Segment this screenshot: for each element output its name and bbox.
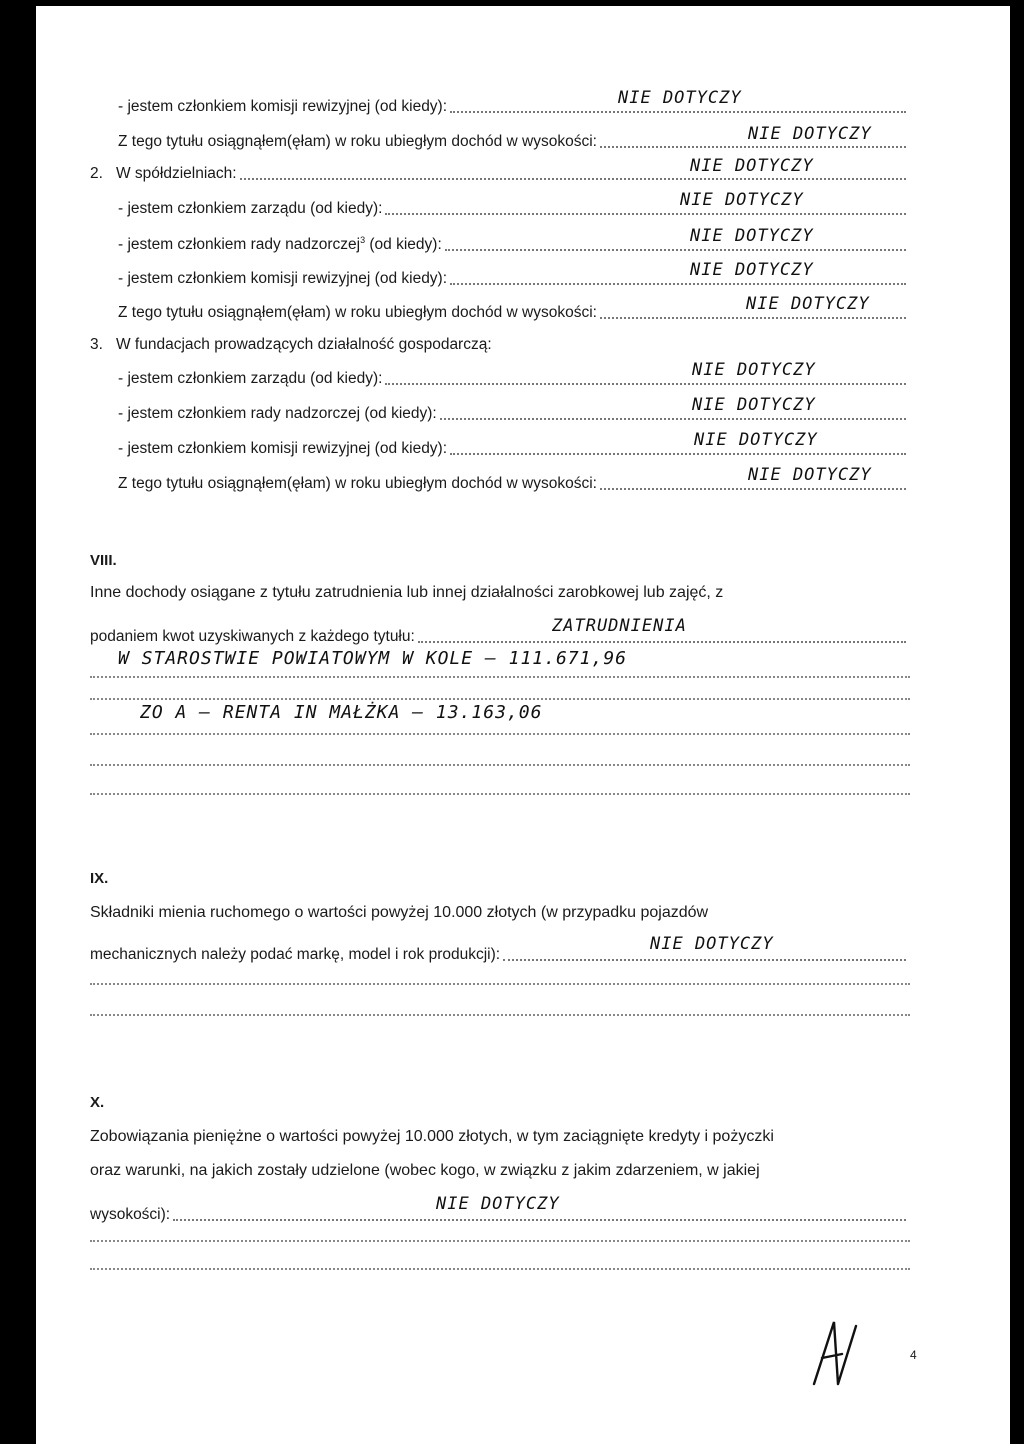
scan-border-left	[0, 0, 36, 1444]
field-label: - jestem członkiem zarządu (od kiedy):	[118, 200, 383, 217]
section-ix-text: Składniki mienia ruchomego o wartości powyżej 10.000 złotych (w przypadku pojazdów	[90, 904, 709, 921]
handwritten-answer: ZATRUDNIENIA	[552, 616, 687, 636]
field-label-text: (od kiedy):	[365, 236, 442, 254]
handwritten-answer: NIE DOTYCZY	[618, 88, 742, 108]
handwritten-answer: NIE DOTYCZY	[690, 260, 814, 280]
dotted-line	[90, 733, 910, 735]
line-cooperative-audit-1	[118, 98, 908, 116]
signature-mark	[808, 1318, 868, 1388]
item-number: 3.	[90, 336, 103, 353]
section-heading-ix: IX.	[90, 870, 109, 887]
field-label-text: W fundacjach prowadzących działalność gospodarczą:	[116, 336, 492, 353]
section-x-text-2: oraz warunki, na jakich zostały udzielone (wobec kogo, w związku z jakim zdarzeniem, w jakiej	[90, 1162, 760, 1179]
field-label: Z tego tytułu osiągnąłem(ęłam) w roku ubiegłym dochód w wysokości:	[118, 475, 597, 492]
handwritten-answer: NIE DOTYCZY	[650, 934, 774, 954]
handwritten-answer: NIE DOTYCZY	[680, 190, 804, 210]
field-label: - jestem członkiem komisji rewizyjnej (od kiedy):	[118, 440, 448, 457]
handwritten-answer: NIE DOTYCZY	[748, 124, 872, 144]
handwritten-answer: NIE DOTYCZY	[692, 395, 816, 415]
field-label: podaniem kwot uzyskiwanych z każdego tytułu:	[90, 628, 415, 645]
field-label	[90, 165, 237, 183]
handwritten-answer: W STAROSTWIE POWIATOWYM W KOLE – 111.671,96	[118, 648, 627, 669]
dotted-line	[90, 1268, 910, 1270]
line-income-sources	[90, 628, 908, 646]
field-label: Z tego tytułu osiągnąłem(ęłam) w roku ubiegłym dochód w wysokości:	[118, 304, 597, 321]
field-label: - jestem członkiem komisji rewizyjnej (od kiedy):	[118, 98, 448, 115]
item-number: 2.	[90, 165, 103, 182]
dotted-line	[90, 1014, 910, 1016]
page-number: 4	[910, 1348, 917, 1362]
handwritten-answer: NIE DOTYCZY	[692, 360, 816, 380]
field-label-text: - jestem członkiem rady nadzorczej	[118, 236, 361, 254]
dotted-line	[90, 1240, 910, 1242]
field-label: - jestem członkiem zarządu (od kiedy):	[118, 370, 383, 387]
handwritten-answer: NIE DOTYCZY	[690, 226, 814, 246]
field-label	[90, 336, 492, 354]
handwritten-answer: ZO A – RENTA IN MAŁŻKA – 13.163,06	[140, 702, 543, 723]
handwritten-answer: NIE DOTYCZY	[746, 294, 870, 314]
handwritten-answer: NIE DOTYCZY	[748, 465, 872, 485]
field-label: - jestem członkiem komisji rewizyjnej (od kiedy):	[118, 270, 448, 287]
section-x-text-1: Zobowiązania pieniężne o wartości powyżej 10.000 złotych, w tym zaciągnięte kredyty i pożyczki	[90, 1128, 774, 1145]
handwritten-answer: NIE DOTYCZY	[690, 156, 814, 176]
dotted-line	[90, 676, 910, 678]
dotted-line	[90, 698, 910, 700]
line-movable-assets	[90, 946, 908, 964]
line-foundations	[90, 336, 908, 354]
handwritten-answer: NIE DOTYCZY	[694, 430, 818, 450]
scan-border-right	[1010, 0, 1024, 1444]
footnote-marker: 3	[360, 235, 366, 245]
field-label: Z tego tytułu osiągnąłem(ęłam) w roku ubiegłym dochód w wysokości:	[118, 133, 597, 150]
section-heading-x: X.	[90, 1094, 105, 1111]
field-label: mechanicznych należy podać markę, model i rok produkcji):	[90, 946, 501, 963]
scan-border-top	[0, 0, 1024, 6]
field-label	[118, 235, 442, 254]
dotted-line	[90, 764, 910, 766]
dotted-line	[90, 793, 910, 795]
field-label-text: W spółdzielniach:	[116, 165, 237, 182]
section-viii-text: Inne dochody osiągane z tytułu zatrudnienia lub innej działalności zarobkowej lub zajęć, z	[90, 584, 724, 601]
field-label: - jestem członkiem rady nadzorczej (od kiedy):	[118, 405, 437, 422]
field-label: wysokości):	[90, 1206, 171, 1223]
handwritten-answer: NIE DOTYCZY	[436, 1194, 560, 1214]
section-heading-viii: VIII.	[90, 552, 117, 569]
dotted-line	[90, 983, 910, 985]
